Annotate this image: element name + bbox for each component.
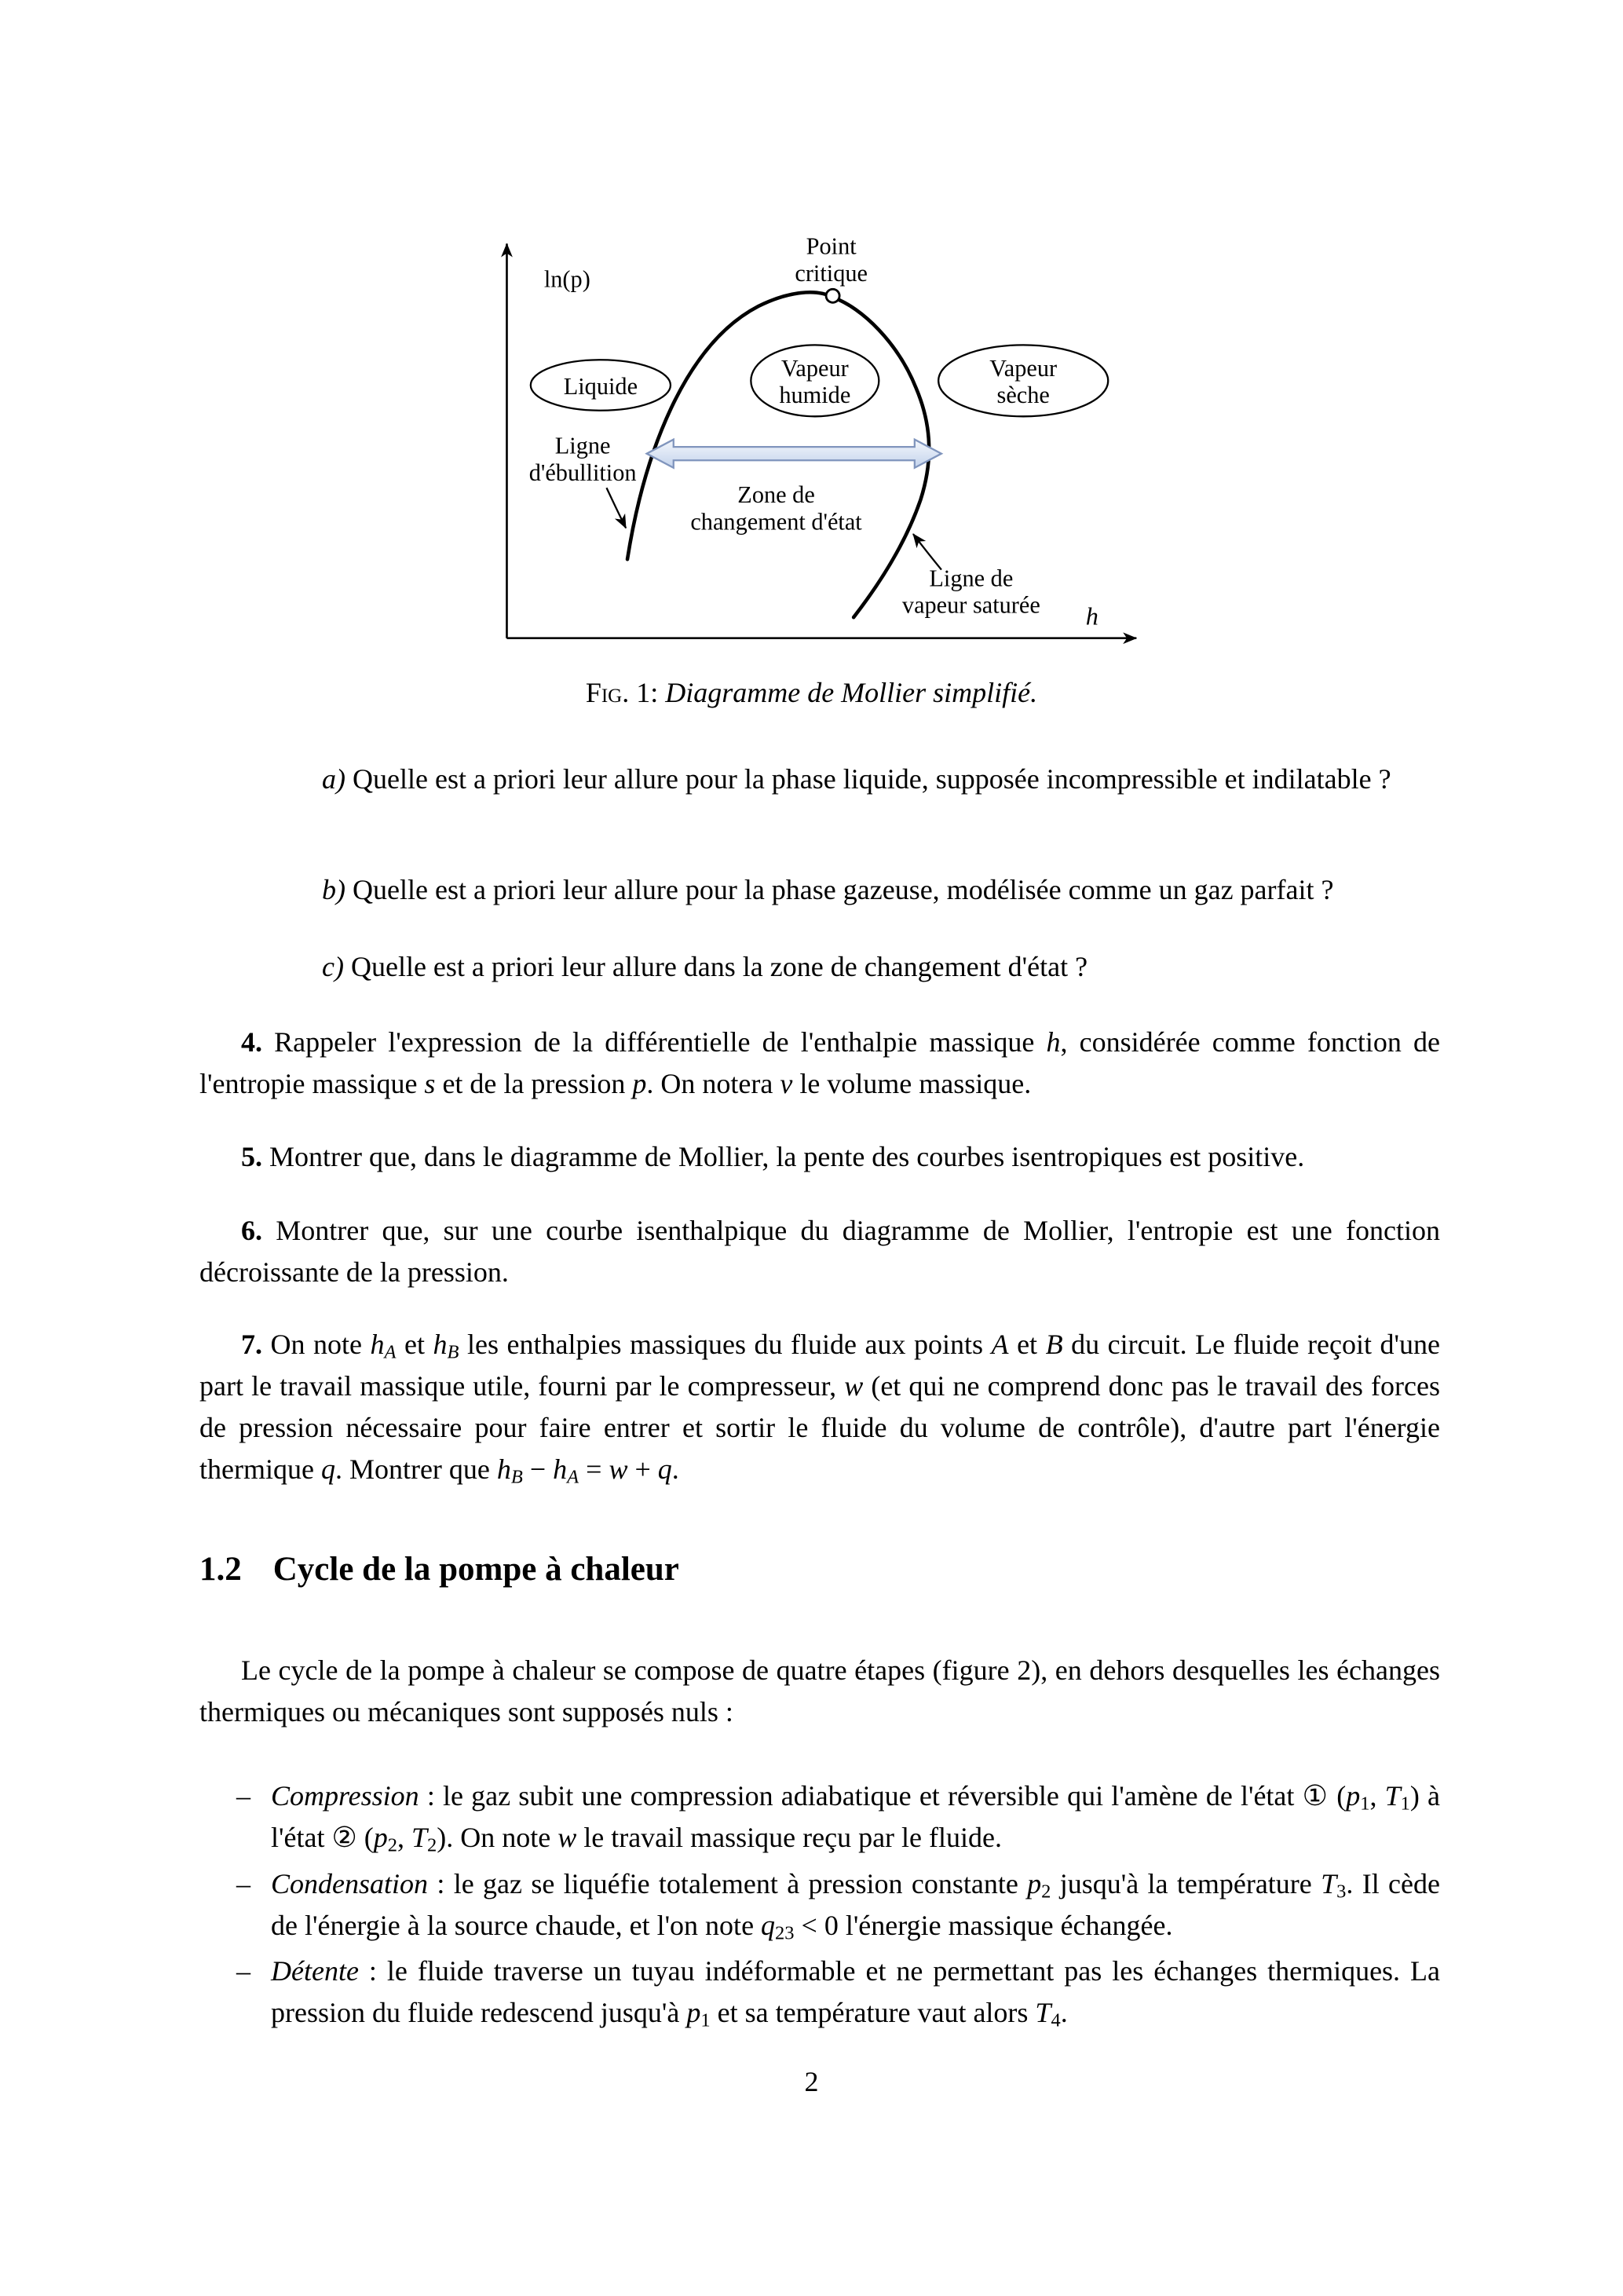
item-5: 5. Montrer que, dans le diagramme de Mollier, la pente des courbes isentropiques est positive.	[241, 1141, 1305, 1172]
bullet-dash: –	[236, 1868, 250, 1899]
vapeur-saturee-pointer-arrow	[913, 534, 941, 569]
section-title: Cycle de la pompe à chaleur	[272, 1551, 679, 1588]
cycle-step-compression	[236, 1775, 1440, 1859]
page-number: 2	[804, 2066, 819, 2097]
cycle-step-condensation	[236, 1863, 1440, 1947]
bullet-dash: –	[236, 1780, 250, 1812]
figure-caption: Fig. 1: Diagramme de Mollier simplifié.	[585, 677, 1038, 708]
cycle-intro-paragraph: Le cycle de la pompe à chaleur se compose de quatre étapes (figure 2), en dehors desquelles les échanges thermiques ou mécaniques sont supposés nuls :	[199, 1654, 1440, 1727]
item-4: 4. Rappeler l'expression de la différentielle de l'enthalpie massique h, considérée comme fonction de l'entropie massique s et de la pression p. On notera v le volume massique.	[199, 1026, 1440, 1099]
ligne-vapeur-saturee-label-line1: Ligne de	[929, 565, 1014, 592]
item-7: 7. On note hA et hB les enthalpies massiques du fluide aux points A et B du circuit. Le fluide reçoit d'une part le travail massique utile, fourni par le compresseur, w (et qui ne comprend donc pas le travail des forces de pression nécessaire pour faire entrer et sortir le fluide du volume de contrôle), d'autre part l'énergie thermique q. Montrer que hB − hA = w + q.	[199, 1329, 1441, 1488]
mollier-figure-svg	[499, 220, 1154, 650]
section-heading	[199, 1550, 1440, 1589]
cycle-step-detente	[236, 1951, 1440, 2034]
ligne-ebullition-label-line1: Ligne	[554, 432, 611, 459]
bullet-dash: –	[236, 1955, 250, 1987]
x-axis-label: h	[1085, 601, 1098, 631]
critical-point-label-line1: Point	[806, 232, 857, 260]
ligne-vapeur-saturee-label-line2: vapeur saturée	[901, 591, 1040, 619]
question-a: a) Quelle est a priori leur allure pour la phase liquide, supposée incompressible et indilatable ?	[322, 763, 1391, 795]
cycle-step-detente-text: Détente : le fluide traverse un tuyau indéformable et ne permettant pas les échanges thermiques. La pression du fluide redescend jusqu'à p1 et sa température vaut alors T4.	[271, 1955, 1440, 2031]
cycle-step-condensation-text: Condensation : le gaz se liquéfie totalement à pression constante p2 jusqu'à la température T3. Il cède de l'énergie à la source chaude, et l'on note q23 < 0 l'énergie massique échangée.	[271, 1868, 1440, 1944]
item-6: 6. Montrer que, sur une courbe isenthalpique du diagramme de Mollier, l'entropie est une fonction décroissante de la pression.	[199, 1215, 1440, 1288]
critical-point-marker	[826, 289, 839, 302]
zone-changement-label-line1: Zone de	[737, 481, 815, 509]
vapeur-humide-label-line2: humide	[779, 382, 851, 409]
zone-extent-arrow	[647, 440, 941, 468]
zone-changement-label-line2: changement d'état	[690, 508, 862, 536]
question-c: c) Quelle est a priori leur allure dans la zone de changement d'état ?	[322, 951, 1088, 982]
liquide-label: Liquide	[563, 372, 638, 400]
ebullition-pointer-arrow	[606, 488, 626, 528]
ligne-ebullition-label-line2: d'ébullition	[528, 459, 637, 486]
vapeur-seche-label-line2: sèche	[996, 382, 1050, 409]
vapeur-seche-label-line1: Vapeur	[989, 355, 1058, 382]
mollier-diagram	[499, 220, 1154, 650]
section-number: 1.2	[199, 1551, 242, 1588]
y-axis-label: ln(p)	[543, 265, 590, 293]
question-b: b) Quelle est a priori leur allure pour la phase gazeuse, modélisée comme un gaz parfait ?	[322, 874, 1334, 905]
vapeur-humide-label-line1: Vapeur	[780, 355, 849, 382]
cycle-step-compression-text: Compression : le gaz subit une compression adiabatique et réversible qui l'amène de l'état ① (p1, T1) à l'état ② (p2, T2). On note w le travail massique reçu par le fluide.	[271, 1780, 1441, 1856]
critical-point-label-line2: critique	[795, 259, 868, 287]
